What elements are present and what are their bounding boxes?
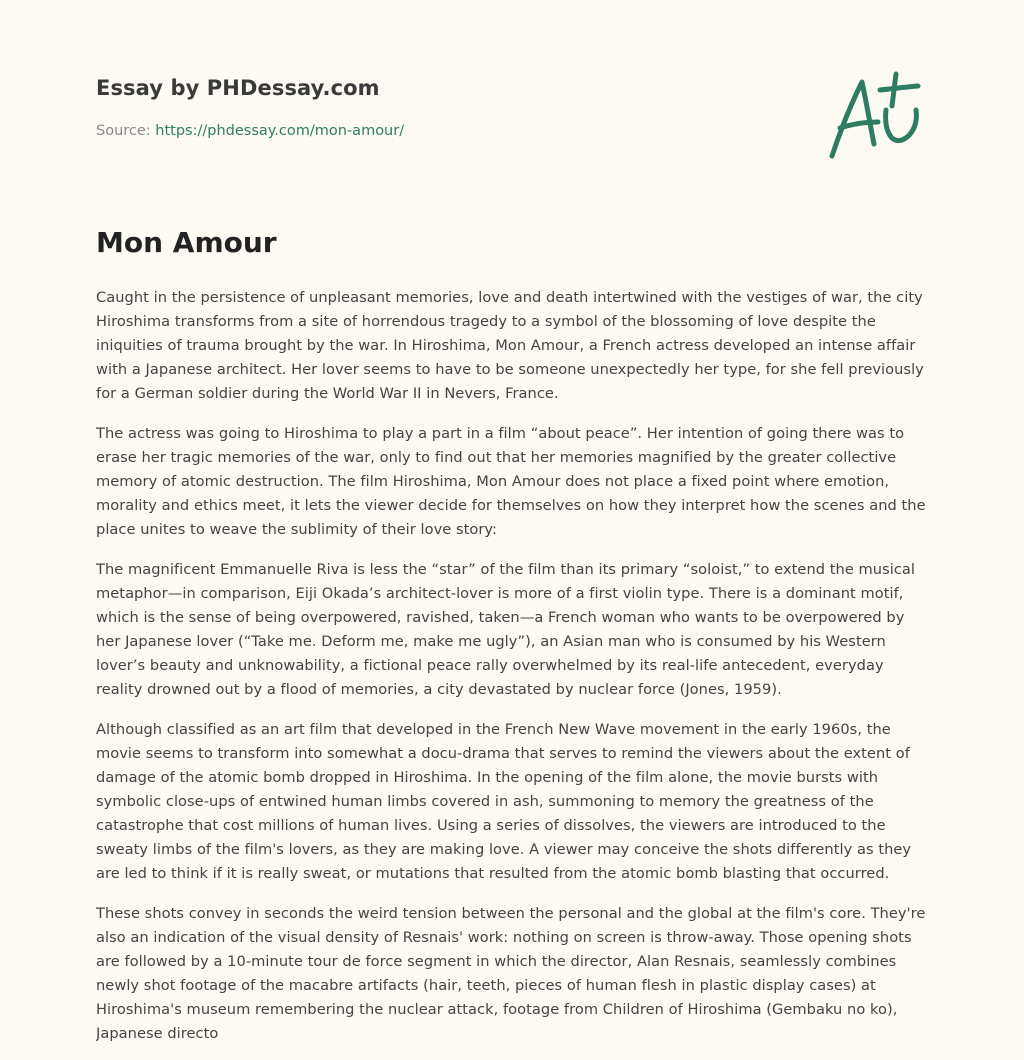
source-line: [96, 123, 404, 139]
brand-title: Essay by PHDessay.com: [96, 76, 380, 100]
source-link[interactable]: https://phdessay.com/mon-amour/: [155, 123, 405, 139]
essay-header: [96, 76, 928, 176]
paragraph: Caught in the persistence of unpleasant memories, love and death intertwined with the vestiges of war, the city Hiroshima transforms from a site of horrendous tragedy to a symbol of the blossoming of love despite the iniquities of trauma brought by the war. In Hiroshima, Mon Amour, a French actress developed an intense affair with a Japanese architect. Her lover seems to have to be someone unexpectedly her type, for she fell previously for a German soldier during the World War II in Nevers, France.: [96, 289, 924, 402]
paragraph: Although classified as an art film that developed in the French New Wave movement in the early 1960s, the movie seems to transform into somewhat a docu-drama that serves to remind the viewers about the extent of damage of the atomic bomb dropped in Hiroshima. In the opening of the film alone, the movie bursts with symbolic close-ups of entwined human limbs covered in ash, summoning to memory the greatness of the catastrophe that cost millions of human lives. Using a series of dissolves, the viewers are introduced to the sweaty limbs of the film's lovers, as they are making love. A viewer may conceive the shots differently as they are led to think if it is really sweat, or mutations that resulted from the atomic bomb blasting that occurred.: [96, 721, 912, 882]
essay-body: [96, 286, 930, 1042]
document-title: Mon Amour: [96, 226, 277, 259]
a-plus-logo-icon: [826, 70, 926, 162]
paragraph: The actress was going to Hiroshima to play a part in a film “about peace”. Her intention of going there was to erase her tragic memories of the war, only to find out that her memories magnified by the greater collective memory of atomic destruction. The film Hiroshima, Mon Amour does not place a fixed point where emotion, morality and ethics meet, it lets the viewer decide for themselves on how they interpret how the scenes and the place unites to weave the sublimity of their love story:: [96, 425, 926, 538]
paragraph: The magnificent Emmanuelle Riva is less the “star” of the film than its primary “soloist,” to extend the musical metaphor—in comparison, Eiji Okada’s architect-lover is more of a first violin type. There is a dominant motif, which is the sense of being overpowered, ravished, taken—a French woman who wants to be overpowered by her Japanese lover (“Take me. Deform me, make me ugly”), an Asian man who is consumed by his Western lover’s beauty and unknowability, a fictional peace rally overwhelmed by its real-life antecedent, everyday reality drowned out by a flood of memories, a city devastated by nuclear force (Jones, 1959).: [96, 561, 916, 698]
paragraph: These shots convey in seconds the weird tension between the personal and the global at the film's core. They're also an indication of the visual density of Resnais' work: nothing on screen is throw-away. Those opening shots are followed by a 10-minute tour de force segment in which the director, Alan Resnais, seamlessly combines newly shot footage of the macabre artifacts (hair, teeth, pieces of human flesh in plastic display cases) at Hiroshima's museum remembering the nuclear attack, footage from Children of Hiroshima (Gembaku no ko), Japanese directo: [96, 905, 926, 1042]
source-label: Source:: [96, 123, 151, 139]
